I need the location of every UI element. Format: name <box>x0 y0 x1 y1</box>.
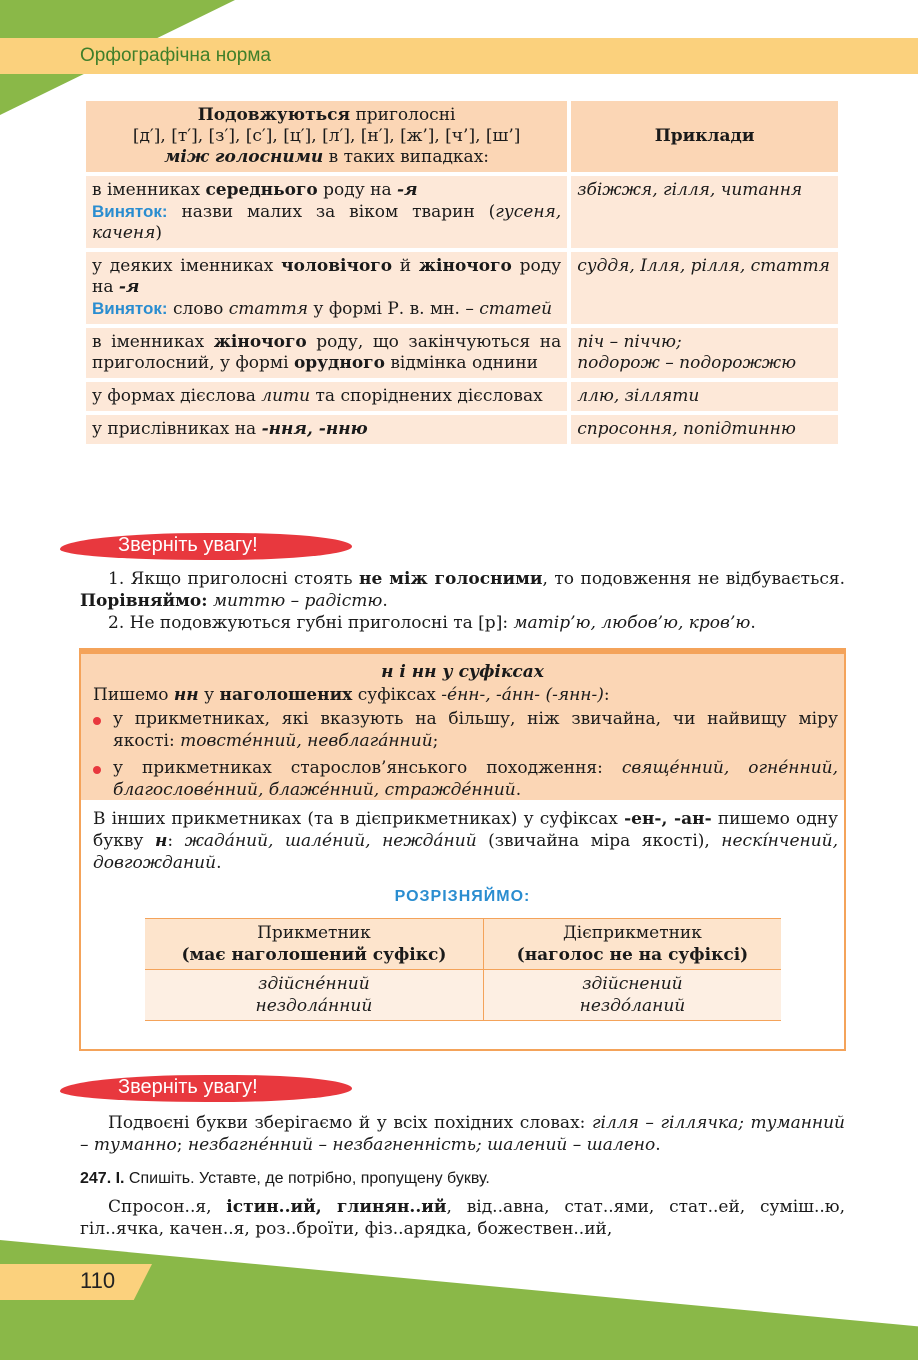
exercise-instruction: 247. І. Спишіть. Уставте, де потрібно, пропущену букву. <box>80 1170 490 1187</box>
rule-cell: в іменниках середнього роду на -я Виняток: назви малих за віком тварин (гусеня, каченя) <box>86 176 567 248</box>
attention-paragraph-1: 1. Якщо приголосні стоять не між голосними, то подовження не відбувається. Порівняймо: миттю – радістю. <box>80 569 845 611</box>
attention-paragraph-2: 2. Не подовжуються губні приголосні та [р]: матір’ю, любов’ю, кров’ю. <box>108 613 756 633</box>
distinguish-table <box>145 918 781 1021</box>
page-number: 110 <box>80 1268 116 1293</box>
box-other-rule: В інших прикметниках (та в дієприкметниках) у суфіксах -ен-, -ан- пишемо одну букву н: жада́ний, шале́ний, нежда́ний (звичайна міра якості), нескі́нчений, довгожданий. <box>93 809 839 873</box>
table-header-row <box>86 101 838 172</box>
box-title: н і нн у суфіксах <box>381 662 544 682</box>
attention-ribbon: Зверніть увагу! <box>60 1075 352 1102</box>
bullet-dot <box>93 717 101 725</box>
participle-examples: здійснений нездо́ланий <box>483 970 781 1021</box>
table-row <box>145 970 781 1021</box>
rule-cell: у деяких іменниках чоловічого й жіночого роду на -я Виняток: слово стаття у формі Р. в. мн. – статей <box>86 252 567 324</box>
box-bullet-2: у прикметниках старослов’янського походження: свяще́нний, огне́нний, благослове́нний, блаже́нний, страждéнний. <box>113 758 838 800</box>
rule-cell: в іменниках жіночого роду, що закінчуються на приголосний, у формі орудного відмінка однини <box>86 328 567 378</box>
bottom-decoration <box>0 1240 918 1360</box>
table-row <box>86 252 838 324</box>
example-cell: ллю, зілляти <box>571 382 838 411</box>
attention-paragraph-3: Подвоєні букви зберігаємо й у всіх похідних словах: гілля – гіллячка; туманний – туманно; незбагне́нний – незбагненність; шалений – шалено. <box>80 1113 846 1155</box>
rule-cell: у прислівниках на -ння, -нню <box>86 415 567 444</box>
example-cell: спросоння, попідтинню <box>571 415 838 444</box>
attention-ribbon: Зверніть увагу! <box>60 533 352 560</box>
example-cell: піч – піччю; подорож – подорожжю <box>571 328 838 378</box>
exercise-text: Спросон..я, істин..ий, глинян..ий, від..авна, стат..ями, стат..ей, суміш..ю, гіл..ячка, качен..я, роз..броїти, фіз..арядка, божествен..ий, <box>80 1197 845 1239</box>
table-header-left: Подовжуються приголосні [д′], [т′], [з′], [с′], [ц′], [л′], [н′], [ж’], [ч’], [ш’] між голосними в таких випадках: <box>86 101 567 172</box>
box-bullet-1: у прикметниках, які вказують на більшу, ніж звичайна, чи найвищу міру якості: товсте́нний, невблага́нний; <box>113 709 838 751</box>
suffix-rule-header <box>81 650 844 800</box>
suffix-rule-box <box>79 648 846 1051</box>
example-cell: збіжжя, гілля, читання <box>571 176 838 248</box>
distinguish-heading: РОЗРІЗНЯЙМО: <box>394 888 531 905</box>
table-row <box>86 328 838 378</box>
adjective-examples: здійсне́нний нездола́нний <box>145 970 483 1021</box>
table-header-right: Дієприкметник (наголос не на суфіксі) <box>483 919 781 970</box>
rule-cell: у формах дієслова лити та споріднених дієсловах <box>86 382 567 411</box>
page-number-tab <box>0 1264 152 1300</box>
table-row <box>145 919 781 970</box>
table-row <box>86 415 838 444</box>
doubling-rules-table <box>82 97 842 448</box>
table-header-right: Приклади <box>571 101 838 172</box>
example-cell: суддя, Ілля, рілля, стаття <box>571 252 838 324</box>
table-header-left: Прикметник (має наголошений суфікс) <box>145 919 483 970</box>
bullet-dot <box>93 766 101 774</box>
table-row <box>86 176 838 248</box>
table-row <box>86 382 838 411</box>
page-header-title: Орфографічна норма <box>80 45 271 66</box>
box-line-1: Пишемо нн у наголошених суфіксах -е́нн-, -а́нн- (-янн-): <box>93 685 610 705</box>
